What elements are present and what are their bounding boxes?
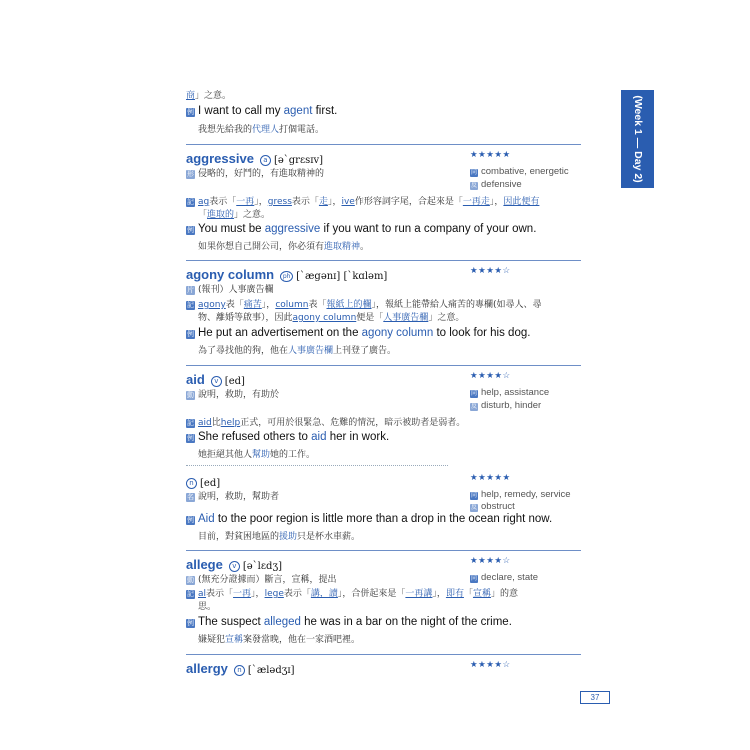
mnemonic-tag: 記 — [187, 301, 194, 309]
example-tag: 例 — [187, 227, 194, 234]
definition-tag: 片 — [187, 286, 194, 294]
example-zh-highlight: 代理人 — [252, 125, 280, 135]
star-rating: ★★★★★ — [470, 150, 511, 160]
synonym-text: declare, state — [481, 572, 539, 583]
mnemonic-text: 」， — [327, 197, 342, 207]
example-zh-text: 。 — [360, 242, 370, 252]
mnemonic-text: 表示「 — [209, 197, 237, 207]
definition-text: (無充分證據而）斷言，宣稱，提出 — [198, 575, 337, 585]
example-text: first. — [312, 105, 338, 117]
mnemonic-link[interactable]: 報紙上的欄 — [326, 300, 372, 310]
mnemonic — [186, 297, 542, 310]
pos-badge: v — [211, 376, 222, 387]
definition-text: 侵略的，好鬥的，有進取精神的 — [198, 169, 325, 179]
mnemonic-link[interactable]: 講，讀 — [310, 589, 338, 599]
mnemonic-text: 」之意。 — [428, 313, 465, 323]
pronunciation: [ə`grɛsɪv] — [273, 155, 323, 166]
example-tag: 例 — [187, 331, 194, 338]
star-rating: ★★★★☆ — [470, 371, 511, 381]
example-highlight: aggressive — [264, 223, 321, 235]
mnemonic-link[interactable]: 一再走 — [462, 197, 490, 207]
pos-badge: a — [260, 155, 271, 166]
mnemonic — [186, 586, 518, 599]
star-rating: ★★★★★ — [470, 473, 511, 483]
example-text: He put an advertisement on the — [198, 327, 362, 339]
mnemonic-link[interactable]: aid — [198, 418, 212, 428]
example-text: You must be — [198, 223, 265, 235]
mnemonic-text: 」，報紙上能帶給人痛苦的專欄(如尋人、尋 — [371, 300, 542, 310]
example-zh-text: 她拒絕其他人 — [198, 450, 253, 460]
page-number: 37 — [580, 691, 610, 704]
mnemonic-link[interactable]: 宣稱 — [472, 589, 491, 599]
mnemonic-tag: 記 — [187, 198, 194, 206]
headword: allergy — [186, 661, 228, 676]
example-highlight: agony column — [361, 327, 434, 339]
example-text: her in work. — [326, 431, 390, 443]
antonym-tag: 反 — [470, 404, 477, 410]
antonym-text: disturb, hinder — [481, 400, 542, 411]
synonyms — [470, 489, 571, 500]
pos-badge: ph — [280, 271, 293, 282]
mnemonic-link[interactable]: ive — [341, 197, 355, 207]
star-rating: ★★★★☆ — [470, 266, 511, 276]
mnemonic-text: 表示「 — [206, 589, 234, 599]
definition — [186, 489, 279, 502]
synonym-text: help, assistance — [481, 387, 550, 398]
week-day-tab — [621, 90, 654, 188]
antonym-tag: 反 — [470, 183, 477, 189]
antonyms — [470, 400, 541, 411]
antonyms — [470, 501, 515, 512]
example-highlight: alleged — [263, 616, 301, 628]
agent-example-zh — [198, 122, 324, 135]
mnemonic-text: 正式，可用於很緊急、危難的情況，暗示被助者是弱者。 — [240, 418, 466, 428]
pronunciation: [ed] — [200, 478, 221, 489]
definition-text: (報刊）人事廣告欄 — [198, 285, 274, 295]
mnemonic-text: 」， — [251, 589, 265, 599]
example — [186, 513, 552, 525]
mnemonic-text: 」，合併起來是「 — [337, 589, 406, 599]
mnemonic-link[interactable]: gress — [267, 197, 292, 207]
mnemonic-link[interactable]: 一再 — [236, 197, 255, 207]
example-text: I want to call my — [198, 105, 284, 117]
entry-aid-head — [186, 369, 245, 388]
definition — [186, 166, 324, 179]
mnemonic-link[interactable]: agony — [198, 300, 226, 310]
synonym-tag: 同 — [470, 576, 477, 582]
example-zh-text: 嫌疑犯 — [198, 635, 226, 645]
entry-aid-noun-head — [186, 471, 220, 490]
example-zh-text: 為了尋找他的狗，他在 — [198, 346, 289, 356]
definition — [186, 572, 337, 585]
entry-allergy-head — [186, 658, 294, 677]
headword: aid — [186, 372, 205, 387]
example-zh-text: 她的工作。 — [270, 450, 316, 460]
example — [186, 223, 536, 235]
example-zh-text: 如果你想自己開公司，你必須有 — [198, 242, 325, 252]
pronunciation: [ə`lɛdʒ] — [242, 561, 283, 572]
example-zh-text: 我想先給我的 — [198, 125, 253, 135]
example-text: to the poor region is little more than a drop in the ocean right now. — [214, 513, 553, 525]
mnemonic-text: 作形容詞字尾，合起來是「 — [354, 197, 463, 207]
pronunciation: [`ægənɪ] [`kɑləm] — [296, 271, 388, 282]
mnemonic-link[interactable]: 一再講 — [405, 589, 433, 599]
example-text: if you want to run a company of your own. — [320, 223, 537, 235]
mnemonic-text: 」， — [489, 197, 504, 207]
headword: allege — [186, 557, 223, 572]
synonyms — [470, 572, 538, 583]
mnemonic-text: 表示「 — [291, 197, 319, 207]
mnemonic — [186, 194, 539, 207]
definition-text: 說明，救助，有助於 — [198, 390, 280, 400]
star-rating: ★★★★☆ — [470, 660, 511, 670]
example-zh — [198, 343, 396, 356]
example-tag: 例 — [187, 109, 194, 116]
mnemonic-link[interactable]: 痛苦 — [243, 300, 262, 310]
definition-tag: 動 — [187, 391, 194, 399]
headword: agony column — [186, 267, 275, 282]
antonyms — [470, 179, 522, 190]
week-day-label: (Week 1 — Day 2) — [631, 95, 644, 183]
example-zh-text: 案發當晚，他在一家酒吧裡。 — [243, 635, 361, 645]
antonym-text: obstruct — [481, 501, 515, 512]
mnemonic-text: 表「 — [225, 300, 244, 310]
example-highlight: aid — [311, 431, 327, 443]
example-text: She refused others to — [198, 431, 312, 443]
mnemonic-link[interactable]: 進取的 — [207, 210, 235, 220]
fragment-link[interactable]: 商 — [186, 91, 196, 101]
example-zh-highlight: 進取精神 — [324, 242, 361, 252]
example-zh-highlight: 援助 — [279, 532, 298, 542]
entry-divider — [186, 260, 581, 261]
example-tag: 例 — [187, 517, 194, 524]
entry-allege-head — [186, 554, 282, 573]
mnemonic-text: 表示「 — [283, 589, 311, 599]
example-text: The suspect — [198, 616, 264, 628]
entry-aggressive-head — [186, 148, 323, 167]
mnemonic-tag: 記 — [187, 419, 194, 427]
definition-tag: 名 — [187, 493, 194, 501]
mnemonic-text: 」， — [432, 589, 446, 599]
example-tag: 例 — [187, 435, 194, 442]
pronunciation: [`ælədʒɪ] — [247, 665, 295, 676]
mnemonic-text: 」之意。 — [234, 210, 271, 220]
synonym-tag: 同 — [470, 493, 477, 499]
synonym-text: help, remedy, service — [481, 489, 571, 500]
mnemonic-line2 — [198, 207, 270, 220]
definition-tag: 動 — [187, 576, 194, 584]
antonym-tag: 反 — [470, 505, 477, 511]
mnemonic-link[interactable]: al — [198, 589, 207, 599]
example-text: to look for his dog. — [433, 327, 531, 339]
mnemonic — [186, 415, 465, 428]
example-zh — [198, 529, 360, 542]
definition — [186, 282, 274, 295]
star-rating: ★★★★☆ — [470, 556, 511, 566]
example-zh-text: 只是杯水車薪。 — [297, 532, 361, 542]
example-zh-text: 目前，對貧困地區的 — [198, 532, 280, 542]
definition-tag: 形 — [187, 170, 194, 178]
entry-divider — [186, 365, 581, 366]
mnemonic-link[interactable]: 即有 — [445, 589, 464, 599]
mnemonic-text: 」， — [261, 300, 276, 310]
synonyms — [470, 166, 569, 177]
mnemonic-link[interactable]: agony column — [292, 313, 357, 323]
entry-divider — [186, 550, 581, 551]
synonyms — [470, 387, 549, 398]
synonym-tag: 同 — [470, 170, 477, 176]
mnemonic-link[interactable]: 走 — [318, 197, 328, 207]
definition-text: 說明，救助，幫助者 — [198, 492, 280, 502]
agent-example — [186, 105, 337, 117]
pos-badge: v — [229, 561, 240, 572]
example-tag: 例 — [187, 620, 194, 627]
definition — [186, 387, 279, 400]
entry-divider — [186, 144, 581, 145]
mnemonic-text: 比 — [211, 418, 221, 428]
mnemonic-text: 」的意 — [490, 589, 518, 599]
mnemonic-text: 「 — [463, 589, 473, 599]
sense-divider — [186, 465, 448, 466]
example-zh-text: 上刊登了廣告。 — [333, 346, 397, 356]
example-zh — [198, 632, 360, 645]
continued-fragment — [186, 88, 231, 101]
mnemonic-link[interactable]: lege — [264, 589, 284, 599]
example-zh — [198, 447, 315, 460]
mnemonic-link[interactable]: 一再 — [233, 589, 252, 599]
example-highlight: Aid — [198, 513, 215, 525]
example-zh-highlight: 宣稱 — [225, 635, 244, 645]
example-zh-highlight: 幫助 — [252, 450, 271, 460]
example — [186, 327, 530, 339]
example-zh-highlight: 人事廣告欄 — [288, 346, 334, 356]
mnemonic-text: 「 — [198, 210, 208, 220]
pronunciation: [ed] — [224, 376, 245, 387]
antonym-text: defensive — [481, 179, 522, 190]
example-zh — [198, 239, 369, 252]
mnemonic-text: 」， — [254, 197, 268, 207]
mnemonic-text: 物、離婚等啟事），因此 — [198, 313, 293, 323]
fragment-text: 」之意。 — [195, 91, 232, 101]
headword: aggressive — [186, 151, 254, 166]
entry-divider — [186, 654, 581, 655]
mnemonic-tag: 記 — [187, 590, 194, 598]
synonym-text: combative, energetic — [481, 166, 569, 177]
mnemonic-line2 — [198, 310, 464, 323]
entry-agony-column-head — [186, 264, 387, 283]
mnemonic-link[interactable]: column — [275, 300, 309, 310]
example-zh-text: 打個電話。 — [279, 125, 325, 135]
mnemonic-line2: 思。 — [198, 602, 217, 612]
example-highlight: agent — [283, 105, 313, 117]
mnemonic-link[interactable]: ag — [198, 197, 210, 207]
example-text: he was in a bar on the night of the crime. — [300, 616, 512, 628]
example — [186, 431, 389, 443]
mnemonic-link[interactable]: 因此便有 — [503, 197, 540, 207]
mnemonic-link[interactable]: 人事廣告欄 — [383, 313, 429, 323]
pos-badge: n — [234, 665, 245, 676]
mnemonic-text: 表「 — [308, 300, 327, 310]
mnemonic-text: 便是「 — [356, 313, 384, 323]
synonym-tag: 同 — [470, 391, 477, 397]
pos-badge: n — [186, 478, 197, 489]
mnemonic-link[interactable]: help — [220, 418, 241, 428]
example — [186, 616, 512, 628]
